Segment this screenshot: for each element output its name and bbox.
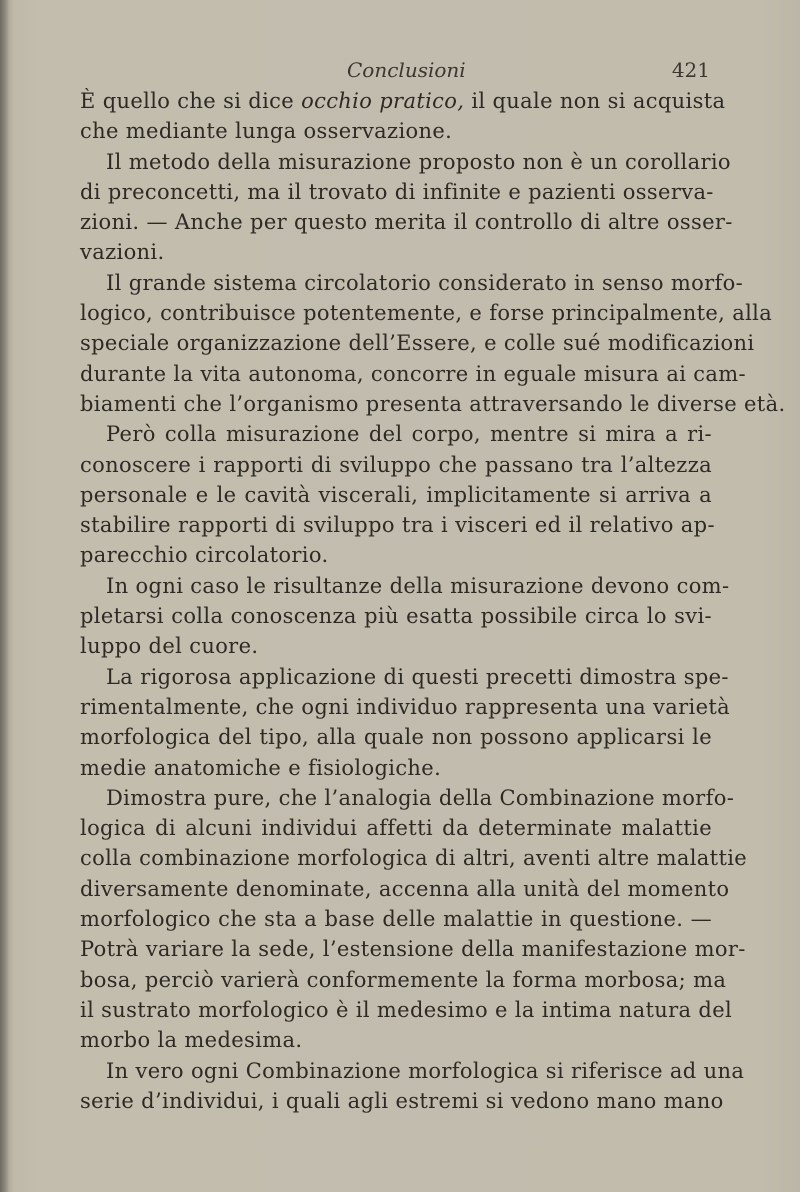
- text-span: diversamente denominate, accenna alla unità del momento: [80, 876, 730, 901]
- text-span: bosa, perciò varierà conformemente la forma morbosa; ma: [80, 967, 727, 992]
- text-span: Potrà variare la sede, l’estensione della manifestazione mor-: [80, 937, 746, 962]
- text-line: [80, 328, 755, 358]
- text-line: [80, 843, 748, 873]
- text-span: Dimostra pure, che l’analogia della Combinazione morfo-: [106, 785, 735, 810]
- text-span: il sustrato morfologico è il medesimo e la intima natura del: [80, 997, 733, 1022]
- text-line: [80, 207, 733, 237]
- text-line: [80, 783, 735, 813]
- paragraph: [80, 268, 786, 419]
- text-line: [80, 753, 712, 783]
- text-line: [80, 965, 727, 995]
- text-line: [80, 1086, 724, 1116]
- text-line: [80, 510, 715, 540]
- running-title: Conclusioni: [347, 58, 466, 82]
- paragraph: [80, 86, 726, 147]
- text-span: serie d’individui, i quali agli estremi si vedono mano mano: [80, 1088, 724, 1113]
- text-span: morbo la medesima.: [80, 1028, 303, 1053]
- text-span: speciale organizzazione dell’Essere, e colle sué modificazioni: [80, 331, 755, 356]
- text-span: personale e le cavità viscerali, implicitamente si arriva a: [80, 482, 712, 507]
- paragraph: [80, 147, 733, 268]
- text-span: vazioni.: [80, 240, 165, 265]
- text-span: Però colla misurazione del corpo, mentre si mira a ri-: [106, 422, 712, 447]
- page-number: 421: [671, 58, 710, 82]
- text-span: luppo del cuore.: [80, 634, 259, 659]
- italic-phrase: occhio pratico,: [301, 89, 465, 113]
- text-span: il quale non si acquista: [464, 89, 726, 113]
- text-span: logico, contribuisce potentemente, e forse principalmente, alla: [80, 301, 773, 326]
- text-line: [80, 601, 712, 631]
- text-line: [80, 722, 712, 752]
- text-line: [80, 904, 712, 934]
- body-text: [80, 86, 786, 1116]
- text-line: [80, 298, 773, 328]
- text-line: [80, 177, 712, 207]
- text-span: Il metodo della misurazione proposto non è un corollario: [106, 149, 731, 174]
- paragraph: [80, 662, 731, 783]
- text-line: [80, 540, 712, 570]
- text-line: [80, 237, 712, 267]
- text-line: [80, 450, 712, 480]
- text-span: È quello che si dice: [80, 89, 302, 113]
- text-span: In ogni caso le risultanze della misurazione devono com-: [106, 573, 730, 598]
- text-line: [80, 662, 729, 692]
- text-span: parecchio circolatorio.: [80, 543, 329, 568]
- text-span: rimentalmente, che ogni individuo rappresenta una varietà: [80, 694, 731, 719]
- text-line: [80, 813, 712, 843]
- text-span: pletarsi colla conoscenza più esatta possibile circa lo svi-: [80, 604, 712, 629]
- text-line: [80, 631, 712, 661]
- text-line: [80, 934, 746, 964]
- text-line: [80, 480, 712, 510]
- text-span: logica di alcuni individui affetti da determinate malattie: [80, 816, 712, 841]
- text-line: [80, 874, 730, 904]
- text-line: [80, 692, 731, 722]
- text-span: colla combinazione morfologica di altri, aventi altre malattie: [80, 846, 748, 871]
- paragraph: [80, 783, 748, 1056]
- text-line: [80, 359, 746, 389]
- text-span: morfologica del tipo, alla quale non possono applicarsi le: [80, 725, 712, 750]
- text-line: [80, 86, 726, 116]
- text-line: [80, 995, 733, 1025]
- text-span: In vero ogni Combinazione morfologica si riferisce ad una: [106, 1058, 745, 1083]
- text-line: [80, 419, 712, 449]
- text-line: [80, 1056, 745, 1086]
- page-header: [80, 58, 712, 86]
- text-line: [80, 268, 744, 298]
- book-spine-shadow: [0, 0, 9, 1192]
- text-span: Il grande sistema circolatorio considerato in senso morfo-: [106, 270, 744, 295]
- text-line: [80, 116, 712, 146]
- text-span: durante la vita autonoma, concorre in eguale misura ai cam-: [80, 361, 746, 386]
- text-span: morfologico che sta a base delle malattie in questione. —: [80, 907, 712, 932]
- text-span: zioni. — Anche per questo merita il controllo di altre osser-: [80, 210, 733, 235]
- text-span: medie anatomiche e fisiologiche.: [80, 755, 442, 780]
- text-line: [80, 147, 731, 177]
- paragraph: [80, 1056, 745, 1117]
- text-span: conoscere i rapporti di sviluppo che passano tra l’altezza: [80, 452, 712, 477]
- text-span: La rigorosa applicazione di questi precetti dimostra spe-: [106, 664, 729, 689]
- text-span: biamenti che l’organismo presenta attraversando le diverse età.: [80, 391, 786, 416]
- text-span: di preconcetti, ma il trovato di infinite e pazienti osserva-: [80, 179, 714, 204]
- paragraph: [80, 419, 715, 570]
- text-line: [80, 389, 786, 419]
- paragraph: [80, 571, 730, 662]
- text-line: [80, 1025, 712, 1055]
- text-line: [80, 571, 730, 601]
- text-span: stabilire rapporti di sviluppo tra i visceri ed il relativo ap-: [80, 513, 715, 538]
- text-span: che mediante lunga osservazione.: [80, 119, 453, 144]
